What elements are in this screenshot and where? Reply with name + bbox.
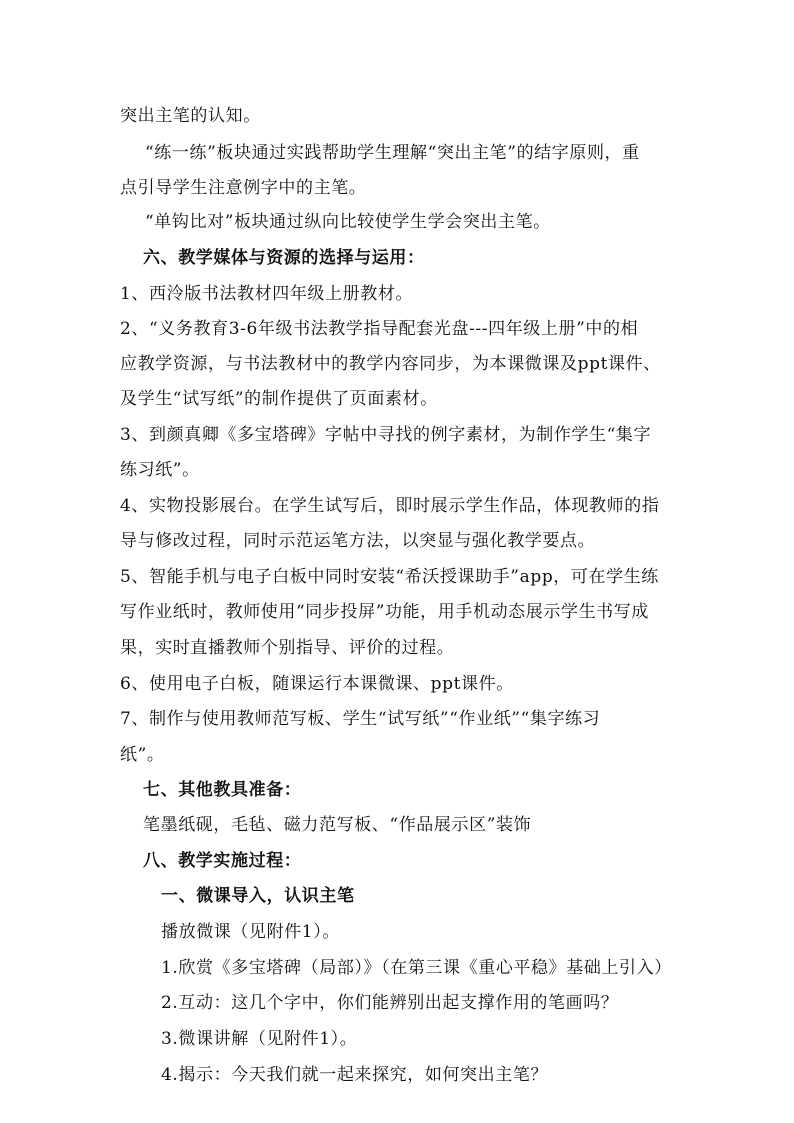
list-item-continuation: 写作业纸时，教师使用“同步投屏”功能，用手机动态展示学生书写成 xyxy=(120,602,649,622)
paragraph-line: “练一练”板块通过实践帮助学生理解“突出主笔”的结字原则，重 xyxy=(145,143,640,163)
list-item: 5、智能手机与电子白板中同时安装“希沃授课助手”app，可在学生练 xyxy=(120,567,659,587)
list-item: 2、“义务教育3-6年级书法教学指导配套光盘---四年级上册”中的相 xyxy=(120,319,639,339)
paragraph-line: 笔墨纸砚，毛毡、磁力范写板、“作品展示区”装饰 xyxy=(143,815,532,835)
list-item: 2.互动：这几个字中，你们能辨别出起支撑作用的笔画吗？ xyxy=(161,993,619,1013)
list-item-continuation: 练习纸”。 xyxy=(120,460,200,480)
list-item: 3、到颜真卿《多宝塔碑》字帖中寻找的例字素材，为制作学生“集字 xyxy=(120,425,652,445)
paragraph-line: 突出主笔的认知。 xyxy=(120,106,261,126)
paragraph-line: 点引导学生注意例字中的主笔。 xyxy=(120,178,367,198)
list-item: 7、制作与使用教师范写板、学生“试写纸”“作业纸”“集字练习 xyxy=(120,709,601,729)
list-item: 1、西泠版书法教材四年级上册教材。 xyxy=(120,284,414,304)
list-item-continuation: 纸”。 xyxy=(120,745,165,765)
list-item: 6、使用电子白板，随课运行本课微课、ppt课件。 xyxy=(120,674,514,694)
subsection-heading: 一、微课导入，认识主笔 xyxy=(161,886,355,906)
list-item-continuation: 应教学资源，与书法教材中的教学内容同步，为本课微课及ppt课件、 xyxy=(120,354,661,374)
list-item-continuation: 导与修改过程，同时示范运笔方法，以突显与强化教学要点。 xyxy=(120,531,596,551)
list-item: 4、实物投影展台。在学生试写后，即时展示学生作品，体现教师的指 xyxy=(120,496,660,516)
section-heading: 六、教学媒体与资源的选择与运用： xyxy=(143,248,425,268)
list-item: 3.微课讲解（见附件1）。 xyxy=(161,1029,358,1049)
list-item-continuation: 及学生“试写纸”的制作提供了页面素材。 xyxy=(120,389,438,409)
paragraph-line: 播放微课（见附件1）。 xyxy=(161,922,340,942)
section-heading: 八、教学实施过程： xyxy=(143,851,302,871)
section-heading: 七、其他教具准备： xyxy=(143,780,302,800)
list-item: 1.欣赏《多宝塔碑（局部）》（在第三课《重心平稳》基础上引入） xyxy=(161,958,672,978)
list-item: 4.揭示：今天我们就一起来探究，如何突出主笔？ xyxy=(161,1065,549,1085)
list-item-continuation: 果，实时直播教师个别指导、评价的过程。 xyxy=(120,638,455,658)
paragraph-line: “单钩比对”板块通过纵向比较使学生学会突出主笔。 xyxy=(145,212,551,232)
